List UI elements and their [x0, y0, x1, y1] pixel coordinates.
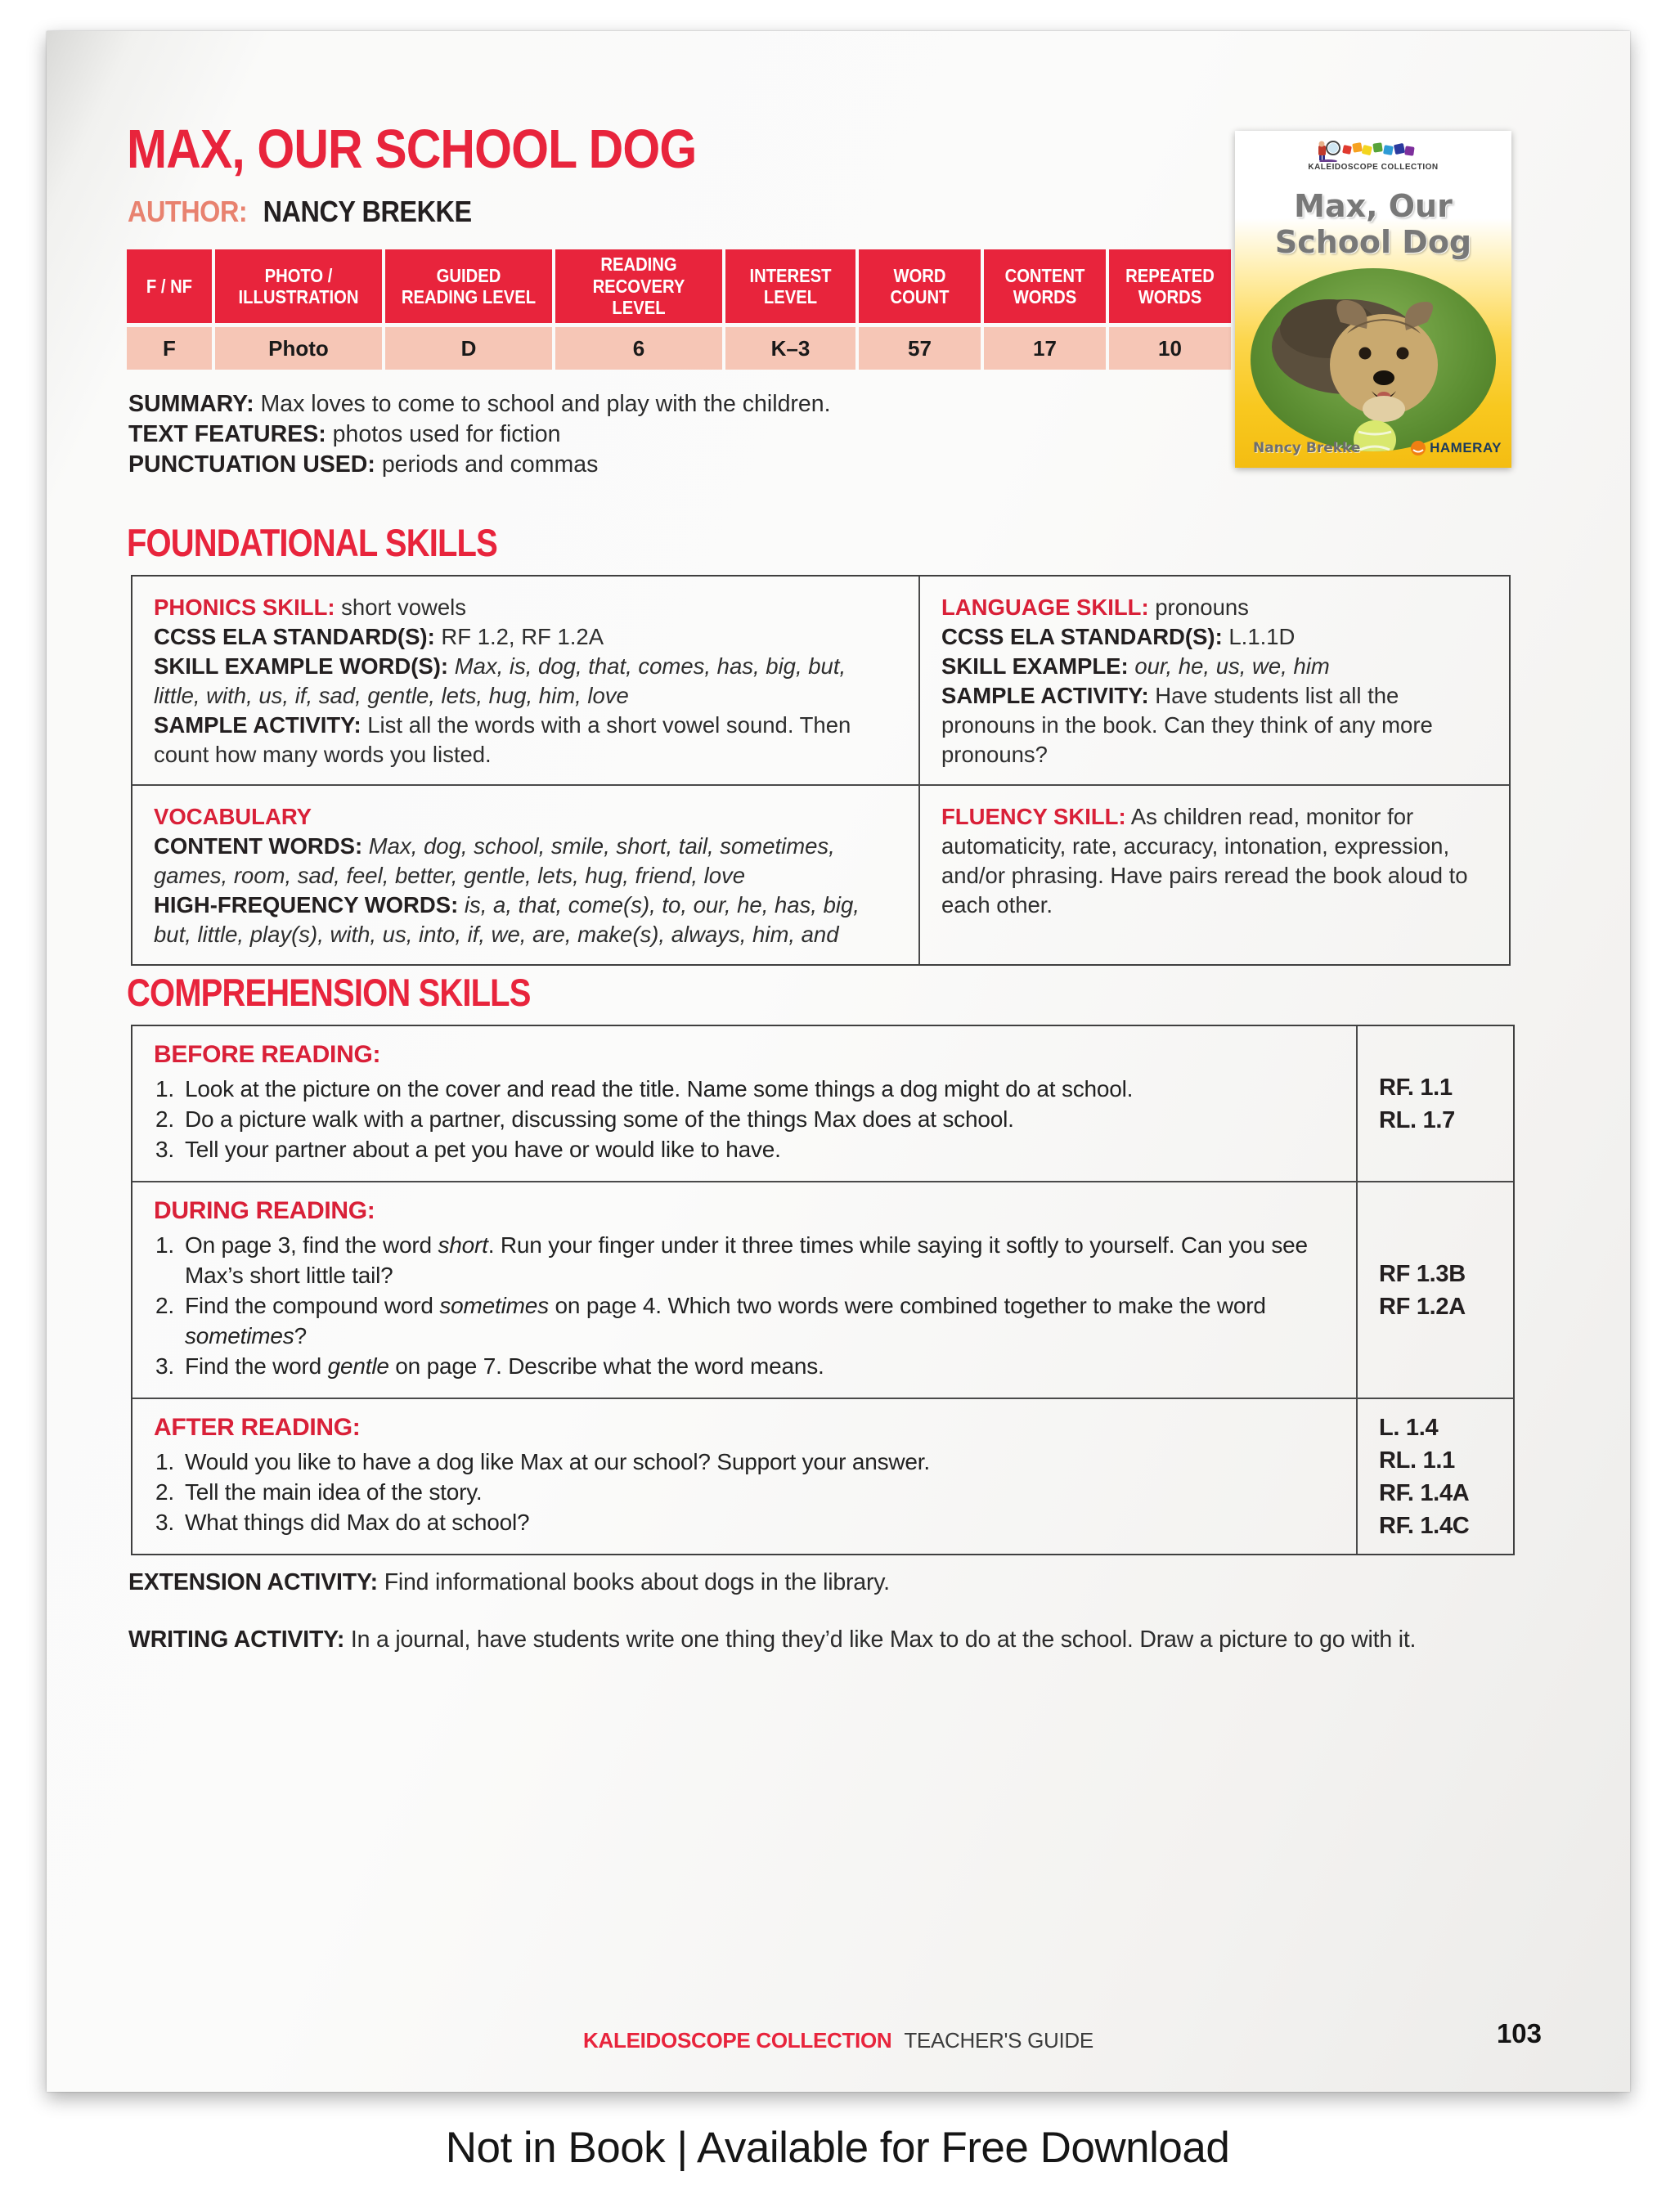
- foundational-skills-heading: FOUNDATIONAL SKILLS: [127, 521, 497, 564]
- footer-guide-label: TEACHER'S GUIDE: [904, 2028, 1093, 2053]
- after-reading-list: [154, 1447, 1340, 1537]
- list-item: Tell the main idea of the story.: [185, 1479, 483, 1505]
- standard-code: RL. 1.7: [1379, 1106, 1455, 1133]
- text-features-label: TEXT FEATURES:: [128, 421, 326, 447]
- hameray-logo-icon: [1410, 440, 1426, 456]
- vocabulary-cell: [132, 786, 920, 964]
- writing-activity-label: WRITING ACTIVITY:: [128, 1626, 345, 1653]
- kaleidoscope-logo-icon: [1312, 141, 1435, 162]
- before-reading-row: [132, 1026, 1513, 1181]
- phonics-activity-label: SAMPLE ACTIVITY:: [154, 712, 361, 738]
- comprehension-skills-heading: COMPREHENSION SKILLS: [127, 971, 531, 1014]
- language-skill-label: LANGUAGE SKILL:: [941, 595, 1149, 620]
- standard-code: RF 1.3B: [1379, 1260, 1466, 1287]
- list-item: On page 3, find the word short. Run your finger under it three times while saying it softly to yourself. Can you see Max’s short little tail?: [185, 1232, 1308, 1288]
- kaleidoscope-logo: [1235, 141, 1511, 172]
- phonics-skill-label: PHONICS SKILL:: [154, 595, 335, 620]
- extension-activity: [128, 1568, 1511, 1598]
- author-name: NANCY BREKKE: [263, 195, 472, 228]
- language-activity-label: SAMPLE ACTIVITY:: [941, 683, 1149, 708]
- list-item: What things did Max do at school?: [185, 1510, 530, 1535]
- summary-label: SUMMARY:: [128, 391, 254, 417]
- high-frequency-words-label: HIGH-FREQUENCY WORDS:: [154, 892, 459, 918]
- text-features-line: [128, 420, 1175, 450]
- standard-code: L. 1.4: [1379, 1414, 1439, 1441]
- list-item: Would you like to have a dog like Max at our school? Support your answer.: [185, 1449, 930, 1474]
- fluency-skill-text: As children read, monitor for automaticity, rate, accuracy, intonation, expression, and/or phrasing. Have pairs reread the book aloud to each other.: [941, 804, 1468, 918]
- extension-activity-text: Find informational books about dogs in the library.: [384, 1569, 890, 1595]
- list-item: Find the compound word sometimes on page 4. Which two words were combined together to make the word sometimes?: [185, 1293, 1266, 1348]
- header-word-count: WORD COUNT: [859, 249, 981, 323]
- vocabulary-label: VOCABULARY: [154, 804, 312, 829]
- fluency-skill-label: FLUENCY SKILL:: [941, 804, 1126, 829]
- list-item: Tell your partner about a pet you have or would like to have.: [185, 1137, 781, 1162]
- header-photo-illustration: PHOTO / ILLUSTRATION: [215, 249, 382, 323]
- author-line: [128, 195, 472, 229]
- hameray-logo-text: HAMERAY: [1430, 440, 1502, 455]
- header-content-words: CONTENT WORDS: [984, 249, 1106, 323]
- cover-title: [1235, 188, 1511, 260]
- value-f-nf: F: [127, 327, 212, 370]
- during-reading-label: DURING READING:: [154, 1197, 375, 1224]
- before-reading-standards: [1356, 1026, 1513, 1181]
- writing-activity-text: In a journal, have students write one thing they’d like Max to do at the school. Draw a picture to go with it.: [350, 1626, 1417, 1653]
- phonics-skill-cell: [132, 577, 920, 786]
- table-value-row: [127, 327, 1231, 370]
- during-reading-row: [132, 1181, 1513, 1398]
- hameray-logo: [1410, 440, 1502, 456]
- language-skill-value: pronouns: [1155, 595, 1249, 620]
- header-guided-reading-level: GUIDED READING LEVEL: [385, 249, 552, 323]
- value-word-count: 57: [859, 327, 981, 370]
- summary-line: [128, 389, 1175, 420]
- fluency-skill-cell: [920, 786, 1509, 964]
- standard-code: RL. 1.1: [1379, 1447, 1455, 1474]
- header-reading-recovery-level: READING RECOVERY LEVEL: [555, 249, 722, 323]
- before-reading-list: [154, 1074, 1340, 1164]
- list-item: Do a picture walk with a partner, discussing some of the things Max does at school.: [185, 1106, 1014, 1132]
- language-ccss-value: L.1.1D: [1228, 624, 1296, 649]
- page-number: 103: [1496, 2018, 1542, 2048]
- language-ccss-label: CCSS ELA STANDARD(S):: [941, 624, 1223, 649]
- header-interest-level: INTEREST LEVEL: [725, 249, 855, 323]
- standard-code: RF. 1.4C: [1379, 1512, 1470, 1539]
- teachers-guide-page: [47, 31, 1630, 2092]
- list-item: Look at the picture on the cover and read the title. Name some things a dog might do at school.: [185, 1076, 1134, 1102]
- writing-activity: [128, 1625, 1511, 1655]
- language-example-words: our, he, us, we, him: [1134, 653, 1330, 679]
- cover-title-line1: Max, Our: [1294, 188, 1453, 224]
- high-frequency-words-list: is, a, that, come(s), to, our, he, has, big, but, little, play(s), with, us, into, if, we, are, make(s), always, him, and: [154, 892, 860, 947]
- phonics-ccss-label: CCSS ELA STANDARD(S):: [154, 624, 435, 649]
- page-title: MAX, OUR SCHOOL DOG: [127, 119, 697, 180]
- value-content-words: 17: [984, 327, 1106, 370]
- punctuation-label: PUNCTUATION USED:: [128, 451, 375, 478]
- extension-activity-label: EXTENSION ACTIVITY:: [128, 1569, 378, 1595]
- phonics-example-words: Max, is, dog, that, comes, has, big, but, little, with, us, if, sad, gentle, lets, hug, him, love: [154, 653, 846, 708]
- text-features-text: photos used for fiction: [332, 421, 561, 447]
- after-reading-standards: [1356, 1399, 1513, 1554]
- summary-text: Max loves to come to school and play with the children.: [260, 391, 831, 417]
- author-label: AUTHOR:: [128, 195, 248, 228]
- phonics-example-label: SKILL EXAMPLE WORD(S):: [154, 653, 449, 679]
- value-photo-illustration: Photo: [215, 327, 382, 370]
- phonics-activity-text: List all the words with a short vowel sound. Then count how many words you listed.: [154, 712, 851, 767]
- before-reading-content: [132, 1026, 1356, 1181]
- footer-brand: KALEIDOSCOPE COLLECTION: [583, 2028, 892, 2053]
- header-f-nf: F / NF: [127, 249, 212, 323]
- cover-title-line2: School Dog: [1274, 224, 1472, 260]
- summary-block: [128, 389, 1175, 480]
- during-reading-content: [132, 1182, 1356, 1398]
- after-reading-row: [132, 1398, 1513, 1554]
- comprehension-skills-box: [131, 1025, 1515, 1555]
- standard-code: RF. 1.1: [1379, 1074, 1453, 1101]
- footer: [47, 2028, 1630, 2053]
- standard-code: RF. 1.4A: [1379, 1479, 1470, 1506]
- standard-code: RF 1.2A: [1379, 1293, 1466, 1320]
- book-cover: [1235, 131, 1511, 468]
- during-reading-standards: [1356, 1182, 1513, 1398]
- value-repeated-words: 10: [1109, 327, 1231, 370]
- table-header-row: [127, 249, 1231, 323]
- punctuation-text: periods and commas: [381, 451, 599, 478]
- phonics-skill-value: short vowels: [341, 595, 467, 620]
- language-activity-text: Have students list all the pronouns in the book. Can they think of any more pronouns?: [941, 683, 1433, 767]
- phonics-ccss-value: RF 1.2, RF 1.2A: [441, 624, 604, 649]
- punctuation-line: [128, 450, 1175, 480]
- dog-illustration-icon: [1251, 268, 1496, 451]
- language-skill-cell: [920, 577, 1509, 786]
- foundational-skills-box: [131, 575, 1511, 966]
- content-words-list: Max, dog, school, smile, short, tail, sometimes, games, room, sad, feel, better, gentle, lets, hug, friend, love: [154, 833, 835, 888]
- after-reading-label: AFTER READING:: [154, 1414, 361, 1441]
- book-info-table: [123, 245, 1234, 374]
- dog-photo: [1251, 268, 1496, 451]
- after-reading-content: [132, 1399, 1356, 1554]
- header-repeated-words: REPEATED WORDS: [1109, 249, 1231, 323]
- cover-collection-text: KALEIDOSCOPE COLLECTION: [1308, 163, 1439, 172]
- language-example-label: SKILL EXAMPLE:: [941, 653, 1129, 679]
- during-reading-list: [154, 1230, 1340, 1381]
- value-guided-reading-level: D: [385, 327, 552, 370]
- before-reading-label: BEFORE READING:: [154, 1041, 381, 1068]
- value-reading-recovery-level: 6: [555, 327, 722, 370]
- cover-author: Nancy Brekke: [1253, 440, 1361, 456]
- value-interest-level: K–3: [725, 327, 855, 370]
- content-words-label: CONTENT WORDS:: [154, 833, 363, 859]
- list-item: Find the word gentle on page 7. Describe what the word means.: [185, 1353, 824, 1379]
- availability-caption: Not in Book | Available for Free Download: [445, 2124, 1230, 2172]
